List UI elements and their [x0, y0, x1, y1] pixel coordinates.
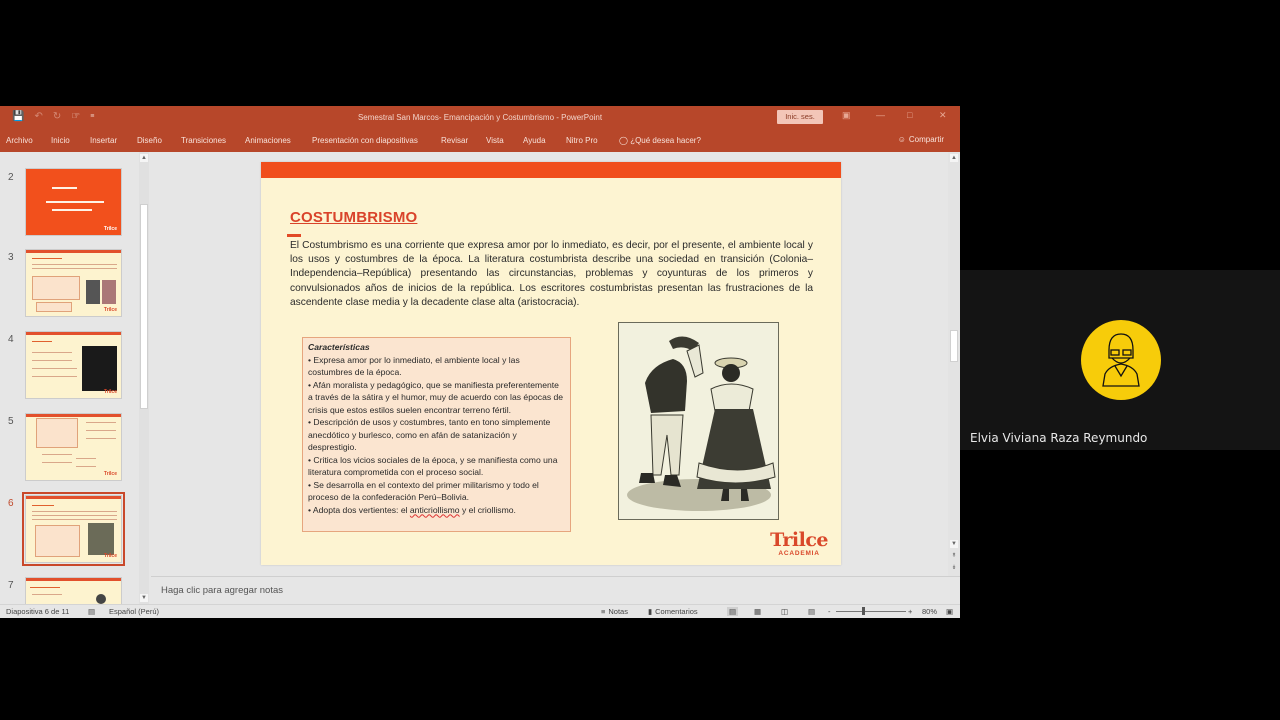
- thumb-number: 3: [8, 252, 14, 263]
- characteristics-box[interactable]: [302, 337, 571, 532]
- scroll-up-icon[interactable]: ▲: [951, 155, 957, 161]
- trilce-logo: [770, 530, 828, 557]
- person-icon: ☺: [897, 135, 906, 144]
- normal-view-icon[interactable]: ▤: [729, 607, 737, 616]
- zoom-in-button[interactable]: +: [908, 607, 913, 616]
- dancing-couple-illustration[interactable]: [618, 322, 779, 520]
- tab-revisar[interactable]: Revisar: [441, 136, 469, 145]
- notes-placeholder[interactable]: Haga clic para agregar notas: [161, 585, 283, 596]
- zoom-slider-handle[interactable]: [862, 607, 865, 615]
- close-icon[interactable]: ✕: [939, 110, 947, 120]
- characteristic-item: • Expresa amor por lo inmediato, el ambiente local y las costumbres de la época.: [308, 354, 520, 377]
- share-label: Compartir: [908, 135, 944, 144]
- minimize-icon[interactable]: —: [876, 110, 885, 120]
- zoom-slider[interactable]: [836, 611, 906, 612]
- engraving-image: [619, 323, 779, 520]
- next-slide-icon[interactable]: ↡: [951, 565, 957, 571]
- thumb-number: 6: [8, 498, 14, 509]
- thumbnail-slide-6[interactable]: Trilce: [25, 495, 122, 563]
- comments-toggle[interactable]: [648, 607, 698, 616]
- slide-intro-text[interactable]: El Costumbrismo es una corriente que expresa amor por lo inmediato, es decir, por el presente, el ambiente local y los usos y costumbres de la época. La literatura costumbrista describe una sociedad en transición (Colonia–Independencia–República) presentando las circunstancias, problemas y coyunturas de los primeros y convulsionados años de inicios de la república. Los escritores costumbristas presentan las frustraciones de la ascendente clase media y la decadente clase alta (aristocracia).: [290, 240, 813, 308]
- redo-icon[interactable]: ↻: [52, 111, 62, 122]
- person-with-glasses-icon: [1081, 320, 1161, 400]
- slide-thumbnails-pane: [0, 152, 150, 604]
- heading-accent: [287, 234, 301, 237]
- tab-presentacion[interactable]: Presentación con diapositivas: [312, 136, 418, 145]
- thumbnail-slide-2[interactable]: Trilce: [25, 168, 122, 236]
- thumbnail-slide-5[interactable]: Trilce: [25, 413, 122, 481]
- powerpoint-window: [0, 106, 960, 618]
- status-bar: [0, 604, 960, 618]
- window-title: Semestral San Marcos- Emancipación y Costumbrismo - PowerPoint: [357, 113, 603, 122]
- spellcheck-flagged-word[interactable]: anticriollismo: [409, 504, 460, 515]
- notes-toggle[interactable]: [601, 607, 628, 616]
- undo-icon[interactable]: ↶: [34, 111, 43, 122]
- avatar: [1081, 320, 1161, 400]
- item-text: • Adopta dos vertientes: el: [308, 504, 410, 515]
- characteristic-item: • Critica los vicios sociales de la época, y se manifiesta como una literatura comprometida con el proceso social.: [308, 454, 558, 477]
- thumb-number: 5: [8, 416, 14, 427]
- slide-editor: [151, 152, 948, 576]
- characteristic-item: • Afán moralista y pedagógico, que se manifiesta preferentemente a través de la sátira y el humor, muy de acuerdo con las épocas de crisis que estos estilos suelen encontrar terreno fértil.: [308, 379, 564, 415]
- customize-icon[interactable]: ≡: [90, 113, 95, 120]
- comments-label: Comentarios: [655, 607, 698, 616]
- tab-diseno[interactable]: Diseño: [137, 136, 162, 145]
- editor-scrollbar[interactable]: [948, 152, 960, 576]
- thumb-number: 4: [8, 334, 14, 345]
- scrollbar-handle[interactable]: [950, 330, 958, 362]
- previous-slide-icon[interactable]: ↟: [951, 553, 957, 559]
- thumbnail-slide-7[interactable]: [25, 577, 122, 604]
- reading-view-icon[interactable]: ◫: [781, 607, 789, 616]
- thumb-number: 7: [8, 580, 14, 591]
- touch-mode-icon[interactable]: ☞: [71, 111, 81, 122]
- zoom-out-button[interactable]: -: [828, 607, 831, 616]
- accessibility-icon[interactable]: ▤: [88, 607, 96, 616]
- characteristic-item: • Descripción de usos y costumbres, tanto en tono simplemente anecdótico y burlesco, como en afán de satanización y desprestigio.: [308, 417, 551, 452]
- slide-sorter-icon[interactable]: ▦: [754, 607, 762, 616]
- slide-indicator: Diapositiva 6 de 11: [6, 607, 70, 616]
- scroll-down-icon[interactable]: ▼: [951, 541, 957, 547]
- thumb-number: 2: [8, 172, 14, 183]
- slide-header-bar: [261, 162, 841, 178]
- slideshow-icon[interactable]: ▤: [808, 607, 816, 616]
- slide-heading[interactable]: COSTUMBRISMO: [290, 209, 418, 226]
- thumbnails-scrollbar[interactable]: [139, 152, 149, 604]
- maximize-icon[interactable]: □: [907, 110, 913, 120]
- ribbon-tabs: [0, 128, 960, 152]
- scroll-up-icon[interactable]: ▲: [141, 155, 147, 161]
- sign-in-button[interactable]: Inic. ses.: [777, 110, 823, 124]
- item-text: y el criollismo.: [459, 504, 516, 515]
- characteristic-item: • Se desarrolla en el contexto del primer militarismo y todo el proceso de la confederación Perú–Bolivia.: [308, 479, 539, 502]
- fit-to-window-icon[interactable]: ▣: [946, 607, 954, 616]
- title-bar: [0, 106, 960, 128]
- notes-icon: ≡: [601, 607, 606, 616]
- characteristic-item: [308, 504, 565, 517]
- participant-tile[interactable]: [960, 270, 1280, 450]
- tab-vista[interactable]: Vista: [486, 136, 504, 145]
- zoom-level[interactable]: 80%: [922, 607, 938, 616]
- comment-icon: ▮: [648, 607, 653, 616]
- tab-ayuda[interactable]: Ayuda: [523, 136, 546, 145]
- brand-subtitle: ACADEMIA: [778, 550, 820, 557]
- notes-pane[interactable]: [151, 576, 960, 604]
- thumbnail-slide-3[interactable]: Trilce: [25, 249, 122, 317]
- thumbnail-slide-4[interactable]: Trilce: [25, 331, 122, 399]
- lightbulb-icon: ◯: [619, 136, 628, 145]
- tell-me-label: ¿Qué desea hacer?: [630, 136, 701, 145]
- tab-animaciones[interactable]: Animaciones: [245, 136, 291, 145]
- ribbon-display-icon[interactable]: ▣: [842, 110, 851, 120]
- language-indicator[interactable]: Español (Perú): [109, 607, 160, 616]
- tell-me-box[interactable]: [619, 136, 701, 145]
- tab-transiciones[interactable]: Transiciones: [181, 136, 227, 145]
- scrollbar-handle[interactable]: [140, 204, 148, 409]
- tab-archivo[interactable]: Archivo: [6, 136, 33, 145]
- brand-name: Trilce: [770, 529, 828, 551]
- characteristics-title: Características: [308, 342, 370, 352]
- notes-label: Notas: [608, 607, 628, 616]
- tab-nitro-pro[interactable]: Nitro Pro: [566, 136, 598, 145]
- share-button[interactable]: [898, 135, 944, 144]
- tab-insertar[interactable]: Insertar: [90, 136, 118, 145]
- current-slide[interactable]: [261, 162, 841, 565]
- tab-inicio[interactable]: Inicio: [51, 136, 70, 145]
- participant-name: Elvia Viviana Raza Reymundo: [970, 431, 1148, 445]
- save-icon[interactable]: 💾: [12, 111, 25, 122]
- scroll-down-icon[interactable]: ▼: [141, 595, 147, 601]
